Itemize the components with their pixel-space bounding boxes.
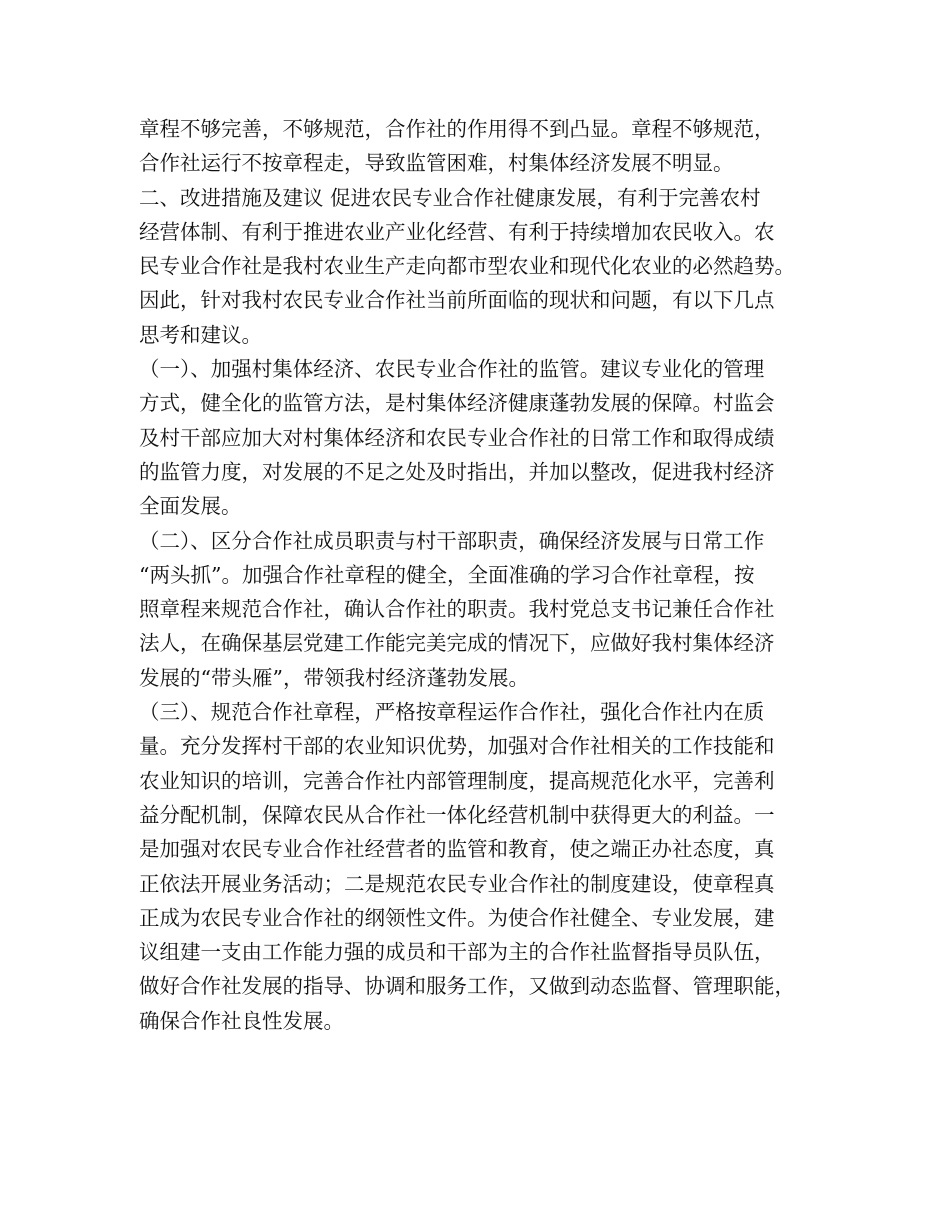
text-line: 做好合作社发展的指导、协调和服务工作，又做到动态监督、管理职能， xyxy=(139,974,795,999)
text-line: 益分配机制，保障农民从合作社一体化经营机制中获得更大的利益。一 xyxy=(139,802,775,827)
text-line: 经营体制、有利于推进农业产业化经营、有利于持续增加农民收入。农 xyxy=(139,219,775,244)
text-line: 民专业合作社是我村农业生产走向都市型农业和现代化农业的必然趋势。 xyxy=(139,254,795,279)
text-line: 合作社运行不按章程走，导致监管困难，村集体经济发展不明显。 xyxy=(139,151,734,176)
subsection-heading-line: （三）、规范合作社章程，严格按章程运作合作社，强化合作社内在质 xyxy=(139,700,765,725)
text-line: 方式，健全化的监管方法，是村集体经济健康蓬勃发展的保障。村监会 xyxy=(139,391,775,416)
subsection-heading-line: （二）、区分合作社成员职责与村干部职责，确保经济发展与日常工作 xyxy=(139,528,765,553)
subsection-heading-line: （一）、加强村集体经济、农民专业合作社的监管。建议专业化的管理 xyxy=(139,357,765,382)
text-line: 及村干部应加大对村集体经济和农民专业合作社的日常工作和取得成绩 xyxy=(139,425,775,450)
text-line: 是加强对农民专业合作社经营者的监管和教育，使之端正办社态度，真 xyxy=(139,837,775,862)
text-line: 章程不够完善，不够规范，合作社的作用得不到凸显。章程不够规范， xyxy=(139,117,775,141)
text-line: 照章程来规范合作社，确认合作社的职责。我村党总支书记兼任合作社 xyxy=(139,597,775,622)
text-line: 因此，针对我村农民专业合作社当前所面临的现状和问题，有以下几点 xyxy=(139,288,775,313)
text-line: 思考和建议。 xyxy=(139,322,262,347)
text-line: 确保合作社良性发展。 xyxy=(139,1008,344,1033)
text-line: 全面发展。 xyxy=(139,494,242,519)
text-line: 正依法开展业务活动；二是规范农民专业合作社的制度建设，使章程真 xyxy=(139,871,775,896)
text-line: “两头抓”。加强合作社章程的健全，全面准确的学习合作社章程，按 xyxy=(139,562,755,587)
text-line: 正成为农民专业合作社的纲领性文件。为使合作社健全、专业发展，建 xyxy=(139,905,775,930)
text-line: 量。充分发挥村干部的农业知识优势，加强对合作社相关的工作技能和 xyxy=(139,734,775,759)
text-line: 议组建一支由工作能力强的成员和干部为主的合作社监督指导员队伍， xyxy=(139,940,775,965)
section-heading-line: 二、改进措施及建议 促进农民专业合作社健康发展，有利于完善农村 xyxy=(139,185,761,210)
text-line: 法人，在确保基层党建工作能完美完成的情况下，应做好我村集体经济 xyxy=(139,631,775,656)
text-line: 的监管力度，对发展的不足之处及时指出，并加以整改，促进我村经济 xyxy=(139,459,775,484)
text-line: 发展的“带头雁”，带领我村经济蓬勃发展。 xyxy=(139,665,529,690)
document-body xyxy=(139,112,839,1038)
text-line: 农业知识的培训，完善合作社内部管理制度，提高规范化水平，完善利 xyxy=(139,768,775,793)
